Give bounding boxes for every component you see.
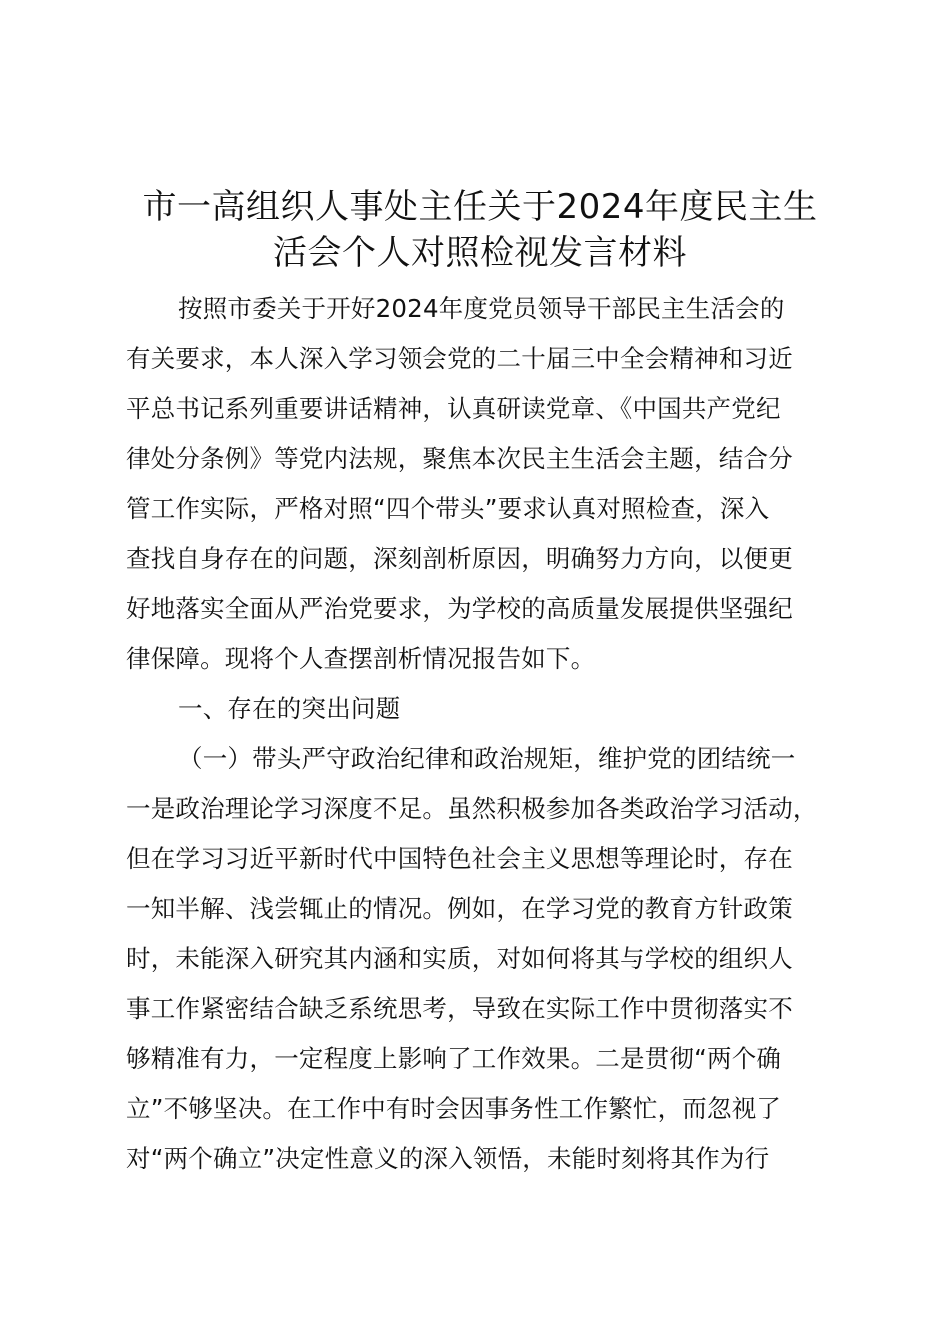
body-line: 但在学习习近平新时代中国特色社会主义思想等理论时，存在 bbox=[126, 844, 793, 873]
body-line: 事工作紧密结合缺乏系统思考，导致在实际工作中贯彻落实不 bbox=[126, 994, 793, 1023]
body-line: 有关要求，本人深入学习领会党的二十届三中全会精神和习近 bbox=[126, 344, 793, 373]
body-line: 一知半解、浅尝辄止的情况。例如，在学习党的教育方针政策 bbox=[126, 894, 793, 923]
document-body bbox=[126, 284, 846, 1184]
title-line-2: 活会个人对照检视发言材料 bbox=[273, 233, 687, 273]
section-heading: 一、存在的突出问题 bbox=[178, 694, 401, 723]
subsection-heading: （一）带头严守政治纪律和政治规矩，维护党的团结统一 bbox=[178, 744, 796, 773]
body-line: 立”不够坚决。在工作中有时会因事务性工作繁忙，而忽视了 bbox=[126, 1094, 782, 1123]
body-line: 平总书记系列重要讲话精神，认真研读党章、《中国共产党纪 bbox=[126, 394, 781, 423]
body-line: 好地落实全面从严治党要求，为学校的高质量发展提供坚强纪 bbox=[126, 594, 793, 623]
body-line: 一是政治理论学习深度不足。虽然积极参加各类政治学习活动， bbox=[126, 794, 818, 823]
body-line: 够精准有力，一定程度上影响了工作效果。二是贯彻“两个确 bbox=[126, 1044, 782, 1073]
body-line: 律处分条例》等党内法规，聚焦本次民主生活会主题，结合分 bbox=[126, 444, 793, 473]
document-title bbox=[120, 184, 840, 276]
body-line: 对“两个确立”决定性意义的深入领悟，未能时刻将其作为行 bbox=[126, 1144, 770, 1173]
body-line: 时，未能深入研究其内涵和实质，对如何将其与学校的组织人 bbox=[126, 944, 793, 973]
body-line: 管工作实际，严格对照“四个带头”要求认真对照检查，深入 bbox=[126, 494, 770, 523]
body-line: 查找自身存在的问题，深刻剖析原因，明确努力方向，以便更 bbox=[126, 544, 793, 573]
body-line: 按照市委关于开好2024年度党员领导干部民主生活会的 bbox=[178, 294, 785, 323]
title-line-1: 市一高组织人事处主任关于2024年度民主生 bbox=[142, 187, 818, 227]
body-line: 律保障。现将个人查摆剖析情况报告如下。 bbox=[126, 644, 596, 673]
